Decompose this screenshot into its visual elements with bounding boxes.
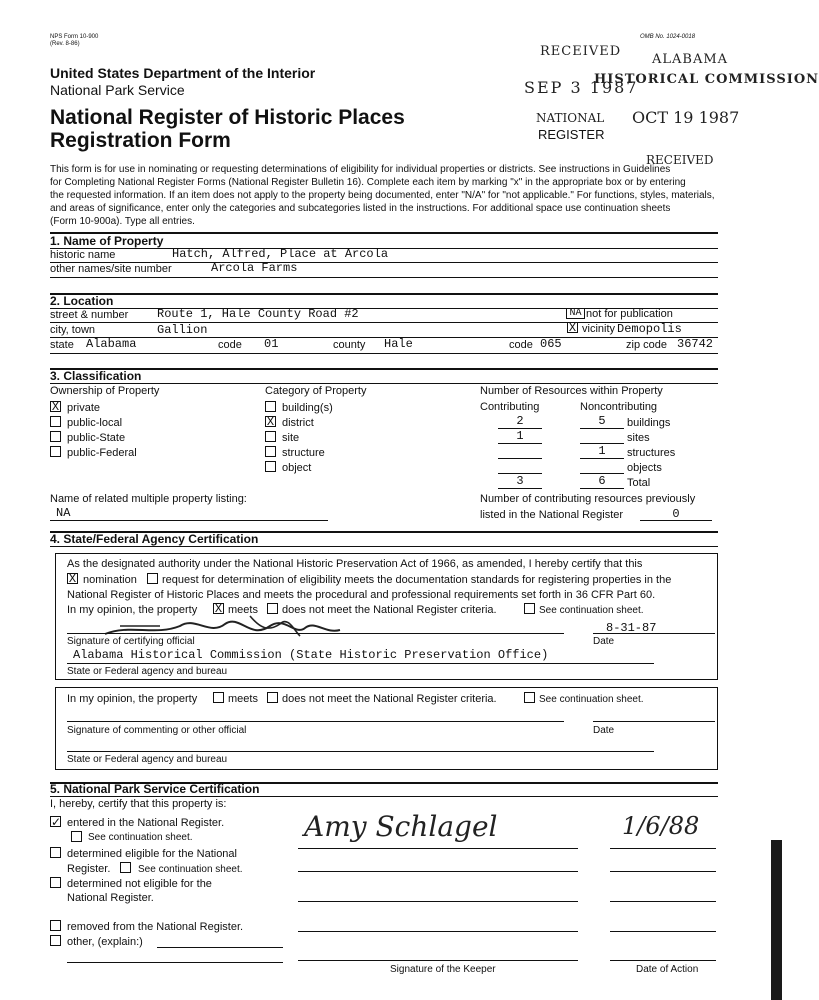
blank-line <box>610 901 716 902</box>
certification-text-1: As the designated authority under the National Historic Preservation Act of 1966, as amended, I hereby certify that this <box>67 558 643 570</box>
request-checkbox[interactable] <box>147 573 158 584</box>
blank-line <box>298 960 578 961</box>
city-value[interactable]: Gallion <box>157 323 208 337</box>
does-not-meet-checkbox-2[interactable] <box>267 692 278 703</box>
total-label: Total <box>627 477 651 489</box>
form-title: National Register of Historic Places <box>50 106 405 129</box>
continuation-sheet-label-2: See continuation sheet. <box>539 694 644 705</box>
commission-stamp: HISTORICAL COMMISSION <box>594 72 819 87</box>
section-3-rule <box>50 368 718 370</box>
nomination-label: nomination <box>83 574 137 586</box>
date-of-action-label: Date of Action <box>636 964 699 975</box>
blank-line <box>640 520 712 521</box>
buildings-label: buildings <box>627 417 671 429</box>
ownership-public-state-label: public-State <box>67 432 126 444</box>
omb-number: OMB No. 1024-0018 <box>640 34 696 40</box>
section-4-heading: 4. State/Federal Agency Certification <box>50 532 259 546</box>
category-object-checkbox[interactable] <box>265 461 276 472</box>
divider <box>50 277 718 278</box>
category-structure-label: structure <box>282 447 325 459</box>
intro-line-1: This form is for use in nominating or requesting determinations of eligibility for individual properties or districts. See instructions in Guidelines <box>50 164 671 175</box>
certification-text-2: request for determination of eligibility meets the documentation standards for registering properties in the <box>162 574 672 586</box>
form-revision: (Rev. 8-86) <box>50 41 80 47</box>
blank-line <box>67 962 283 963</box>
continuation-sheet-label-4: See continuation sheet. <box>138 864 243 875</box>
ownership-public-state-checkbox[interactable] <box>50 431 61 442</box>
entered-checkbox[interactable]: ✓ <box>51 815 62 829</box>
blank-line <box>593 633 715 634</box>
certification-text-3: National Register of Historic Places and meets the procedural and professional requirements set forth in 36 CFR Part 60. <box>67 589 656 601</box>
meets-checkbox[interactable]: X <box>214 602 223 616</box>
blank-line <box>580 488 624 489</box>
continuation-sheet-label-3: See continuation sheet. <box>88 832 193 843</box>
category-district-checkbox[interactable]: X <box>266 415 275 429</box>
register-stamp: REGISTER <box>538 127 605 142</box>
blank-line <box>67 663 654 664</box>
ownership-public-local-checkbox[interactable] <box>50 416 61 427</box>
vicinity-checkbox[interactable]: X <box>568 321 577 335</box>
blank-line <box>67 633 564 634</box>
blank-line <box>610 848 716 849</box>
section-2-heading: 2. Location <box>50 294 114 308</box>
blank-line <box>580 428 624 429</box>
commenting-signature-label: Signature of commenting or other official <box>67 725 247 736</box>
state-label: state <box>50 339 74 351</box>
section-1-heading: 1. Name of Property <box>50 234 164 248</box>
blank-line <box>298 901 578 902</box>
blank-line <box>498 443 542 444</box>
contributing-total[interactable]: 3 <box>516 474 524 488</box>
previously-listed-label-1: Number of contributing resources previously <box>480 493 696 505</box>
form-number: NPS Form 10-900 <box>50 34 99 40</box>
structures-label: structures <box>627 447 676 459</box>
divider <box>50 353 718 354</box>
agency-label-2: State or Federal agency and bureau <box>67 754 228 765</box>
blank-line <box>50 520 328 521</box>
previously-listed-label-2: listed in the National Register <box>480 509 624 521</box>
section-3-heading: 3. Classification <box>50 369 142 383</box>
continuation-sheet-checkbox-4[interactable] <box>120 862 131 873</box>
determined-eligible-checkbox[interactable] <box>50 847 61 858</box>
agency-label: State or Federal agency and bureau <box>67 666 228 677</box>
keeper-signature: Amy Schlagel <box>304 810 498 843</box>
blank-line <box>298 848 578 849</box>
category-object-label: object <box>282 462 312 474</box>
scan-edge-shadow <box>771 840 782 1000</box>
noncontributing-structures[interactable]: 1 <box>598 444 606 458</box>
not-eligible-checkbox[interactable] <box>50 877 61 888</box>
removed-label: removed from the National Register. <box>67 921 244 933</box>
ownership-private-checkbox[interactable]: X <box>51 400 60 414</box>
not-eligible-label-2: National Register. <box>67 892 154 904</box>
continuation-sheet-checkbox[interactable] <box>524 603 535 614</box>
agency-value[interactable]: Alabama Historical Commission (State Historic Preservation Office) <box>73 648 549 662</box>
county-code-value[interactable]: 065 <box>540 337 562 351</box>
category-structure-checkbox[interactable] <box>265 446 276 457</box>
other-names-value[interactable]: Arcola Farms <box>211 261 298 275</box>
street-label: street & number <box>50 309 129 321</box>
certification-date-value[interactable]: 8-31-87 <box>606 621 657 635</box>
category-site-label: site <box>282 432 300 444</box>
meets-label-2: meets <box>228 693 258 705</box>
oct-date-stamp: OCT 19 1987 <box>632 108 740 127</box>
previously-listed-value[interactable]: 0 <box>672 507 680 521</box>
noncontributing-total[interactable]: 6 <box>598 474 606 488</box>
other-names-label: other names/site number <box>50 263 172 275</box>
divider <box>50 796 718 797</box>
contributing-sites[interactable]: 1 <box>516 429 524 443</box>
contributing-heading: Contributing <box>480 401 540 413</box>
ownership-public-federal-label: public-Federal <box>67 447 137 459</box>
blank-line <box>610 960 716 961</box>
sites-label: sites <box>627 432 650 444</box>
intro-line-3: the requested information. If an item does not apply to the property being documented, enter "N/A" for "not applicable." For functions, styles, materials, <box>50 190 715 201</box>
not-eligible-label-1: determined not eligible for the <box>67 878 212 890</box>
historic-name-label: historic name <box>50 249 116 261</box>
does-not-meet-label-2: does not meet the National Register criteria. <box>282 693 497 705</box>
divider <box>50 383 718 384</box>
meets-checkbox-2[interactable] <box>213 692 224 703</box>
vicinity-label: vicinity <box>582 323 616 335</box>
divider <box>50 546 718 547</box>
section-2-rule <box>50 293 718 295</box>
resources-heading: Number of Resources within Property <box>480 385 663 397</box>
removed-checkbox[interactable] <box>50 920 61 931</box>
county-label: county <box>333 339 366 351</box>
blank-line <box>298 931 578 932</box>
blank-line <box>580 458 624 459</box>
blank-line <box>298 871 578 872</box>
agency-name: National Park Service <box>50 82 185 98</box>
zip-value[interactable]: 36742 <box>677 337 714 351</box>
county-code-label: code <box>509 339 533 351</box>
historic-name-value[interactable]: Hatch, Alfred, Place at Arcola <box>172 247 389 261</box>
determined-eligible-label-2: Register. <box>67 863 111 875</box>
category-buildings-checkbox[interactable] <box>265 401 276 412</box>
zip-label: zip code <box>626 339 667 351</box>
opinion-label-2: In my opinion, the property <box>67 693 198 705</box>
other-label: other, (explain:) <box>67 936 143 948</box>
nps-intro: I, hereby, certify that this property is: <box>50 798 227 810</box>
noncontributing-buildings[interactable]: 5 <box>598 414 606 428</box>
ownership-private-label: private <box>67 402 101 414</box>
national-stamp: NATIONAL <box>536 111 605 125</box>
category-buildings-label: building(s) <box>282 402 333 414</box>
continuation-sheet-checkbox-3[interactable] <box>71 831 82 842</box>
state-code-value[interactable]: 01 <box>264 337 279 351</box>
multiple-listing-label: Name of related multiple property listing: <box>50 493 247 505</box>
alabama-stamp: ALABAMA <box>652 52 729 67</box>
blank-line <box>67 751 654 752</box>
continuation-sheet-label: See continuation sheet. <box>539 605 644 616</box>
category-heading: Category of Property <box>265 385 367 397</box>
blank-line <box>498 488 542 489</box>
blank-line <box>593 721 715 722</box>
objects-label: objects <box>627 462 662 474</box>
blank-line <box>498 458 542 459</box>
department-name: United States Department of the Interior <box>50 65 316 81</box>
category-site-checkbox[interactable] <box>265 431 276 442</box>
form-subtitle: Registration Form <box>50 129 231 152</box>
state-value[interactable]: Alabama <box>86 337 137 351</box>
signature-label: Signature of certifying official <box>67 636 195 647</box>
nomination-checkbox[interactable]: X <box>68 572 77 586</box>
blank-line <box>157 947 283 948</box>
commenting-date-label: Date <box>593 725 615 736</box>
received-date-stamp: SEP 3 1987 <box>524 78 639 97</box>
date-label: Date <box>593 636 615 647</box>
blank-line <box>67 721 564 722</box>
county-value[interactable]: Hale <box>384 337 413 351</box>
meets-label: meets <box>228 604 258 616</box>
street-value[interactable]: Route 1, Hale County Road #2 <box>157 307 359 321</box>
received-stamp-2: RECEIVED <box>646 153 714 167</box>
contributing-buildings[interactable]: 2 <box>516 414 524 428</box>
multiple-listing-value[interactable]: NA <box>56 506 71 520</box>
ownership-public-federal-checkbox[interactable] <box>50 446 61 457</box>
intro-line-5: (Form 10-900a). Type all entries. <box>50 216 195 227</box>
determined-eligible-label-1: determined eligible for the National <box>67 848 237 860</box>
vicinity-value[interactable]: Demopolis <box>617 322 682 336</box>
opinion-label: In my opinion, the property <box>67 604 198 616</box>
ownership-public-local-label: public-local <box>67 417 123 429</box>
state-code-label: code <box>218 339 242 351</box>
date-of-action-value[interactable]: 1/6/88 <box>622 812 700 840</box>
ownership-heading: Ownership of Property <box>50 385 160 397</box>
intro-line-2: for Completing National Register Forms (National Register Bulletin 16). Complete each item by marking "x" in the appropriate box or by entering <box>50 177 686 188</box>
category-district-label: district <box>282 417 314 429</box>
blank-line <box>610 871 716 872</box>
noncontributing-heading: Noncontributing <box>580 401 658 413</box>
keeper-signature-label: Signature of the Keeper <box>390 964 496 975</box>
entered-label: entered in the National Register. <box>67 817 225 829</box>
does-not-meet-label: does not meet the National Register criteria. <box>282 604 497 616</box>
other-checkbox[interactable] <box>50 935 61 946</box>
city-label: city, town <box>50 324 96 336</box>
received-stamp: RECEIVED <box>540 44 622 59</box>
not-for-publication-label: not for publication <box>586 308 673 320</box>
intro-line-4: and areas of significance, enter only the categories and subcategories listed in the instructions. For additional space use continuation sheets <box>50 203 671 214</box>
continuation-sheet-checkbox-2[interactable] <box>524 692 535 703</box>
section-5-heading: 5. National Park Service Certification <box>50 782 260 796</box>
blank-line <box>610 931 716 932</box>
not-for-publication-checkbox[interactable]: NA <box>566 308 585 319</box>
